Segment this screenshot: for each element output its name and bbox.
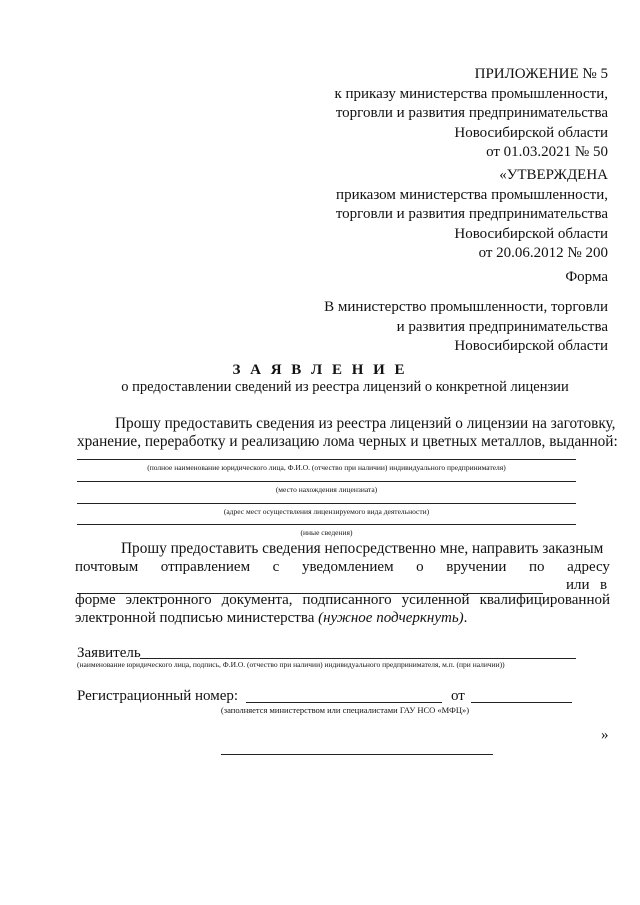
approved-block (336, 166, 608, 264)
word: с (272, 559, 280, 575)
other-info-caption: (иные сведения) (300, 528, 353, 537)
activity-address-line[interactable] (77, 503, 576, 504)
addressee-block (324, 298, 608, 357)
document-subtitle: о предоставлении сведений из реестра лицензий о конкретной лицензии (121, 379, 569, 395)
registration-from-label: от (451, 688, 465, 704)
request-line-1: Прошу предоставить сведения из реестра лицензий о лицензии на заготовку, (115, 415, 616, 432)
licensee-name-caption: (полное наименование юридического лица, Ф.И.О. (отчество при наличии) индивидуального предпринимателя) (147, 463, 506, 472)
delivery-line-5-end: . (463, 610, 468, 626)
underline-instruction: (нужное подчеркнуть) (318, 610, 464, 626)
appendix-title: ПРИЛОЖЕНИЕ № 5 (474, 66, 608, 82)
registration-label: Регистрационный номер: (77, 688, 239, 704)
approved-line: приказом министерства промышленности, (336, 186, 608, 203)
addressee-line: и развития предпринимательства (396, 318, 608, 335)
appendix-line: Новосибирской области (454, 124, 608, 141)
delivery-line-1: Прошу предоставить сведения непосредственно мне, направить заказным (121, 540, 604, 557)
bottom-line (221, 754, 493, 755)
delivery-line-5 (75, 609, 610, 627)
appendix-date: от 01.03.2021 № 50 (486, 144, 608, 160)
location-caption: (место нахождения лицензиата) (275, 485, 378, 494)
activity-address-caption: (адрес мест осуществления лицензируемого вида деятельности) (223, 507, 430, 516)
word: о (416, 559, 424, 575)
approved-line: Новосибирской области (454, 225, 608, 242)
approved-line: торговли и развития предпринимательства (335, 206, 608, 222)
appendix-block (334, 65, 608, 163)
word: адресу (567, 559, 610, 575)
other-info-line[interactable] (77, 524, 576, 525)
applicant-label: Заявитель (77, 645, 141, 661)
applicant-signature-line[interactable] (140, 658, 576, 659)
request-line-2: хранение, переработку и реализацию лома черных и цветных металлов, выданной: (77, 433, 618, 450)
appendix-line: торговли и развития предпринимательства (335, 105, 608, 121)
word: отправлением (160, 559, 251, 575)
delivery-line-2 (75, 558, 610, 576)
appendix-line: к приказу министерства промышленности, (334, 85, 608, 102)
addressee-line: Новосибирской области (454, 338, 608, 354)
closing-quote: » (601, 727, 609, 743)
word: по (529, 559, 545, 575)
delivery-in-word: в (600, 577, 608, 593)
word: почтовым (75, 559, 139, 575)
registration-number-line[interactable] (246, 702, 442, 703)
document-title: З А Я В Л Е Н И Е (232, 362, 408, 378)
word: уведомлением (301, 559, 394, 575)
delivery-or-word: или (566, 577, 590, 593)
approved-date: от 20.06.2012 № 200 (478, 245, 608, 261)
location-line[interactable] (77, 481, 576, 482)
addressee-line: В министерство промышленности, торговли (324, 299, 608, 315)
approved-title: «УТВЕРЖДЕНА (499, 167, 608, 183)
licensee-name-line[interactable] (77, 459, 576, 460)
delivery-line-5-text: электронной подписью министерства (75, 610, 319, 626)
applicant-caption: (наименование юридического лица, подпись, Ф.И.О. (отчество при наличии) индивидуального предпринимателя, м.п. (при наличии)) (77, 660, 505, 669)
delivery-line-4: форме электронного документа, подписанного усиленной квалифицированной (75, 592, 610, 608)
registration-caption: (заполняется министерством или специалистами ГАУ НСО «МФЦ») (220, 705, 470, 715)
registration-date-line[interactable] (471, 702, 572, 703)
form-label: Форма (565, 269, 608, 285)
word: вручении (446, 559, 507, 575)
